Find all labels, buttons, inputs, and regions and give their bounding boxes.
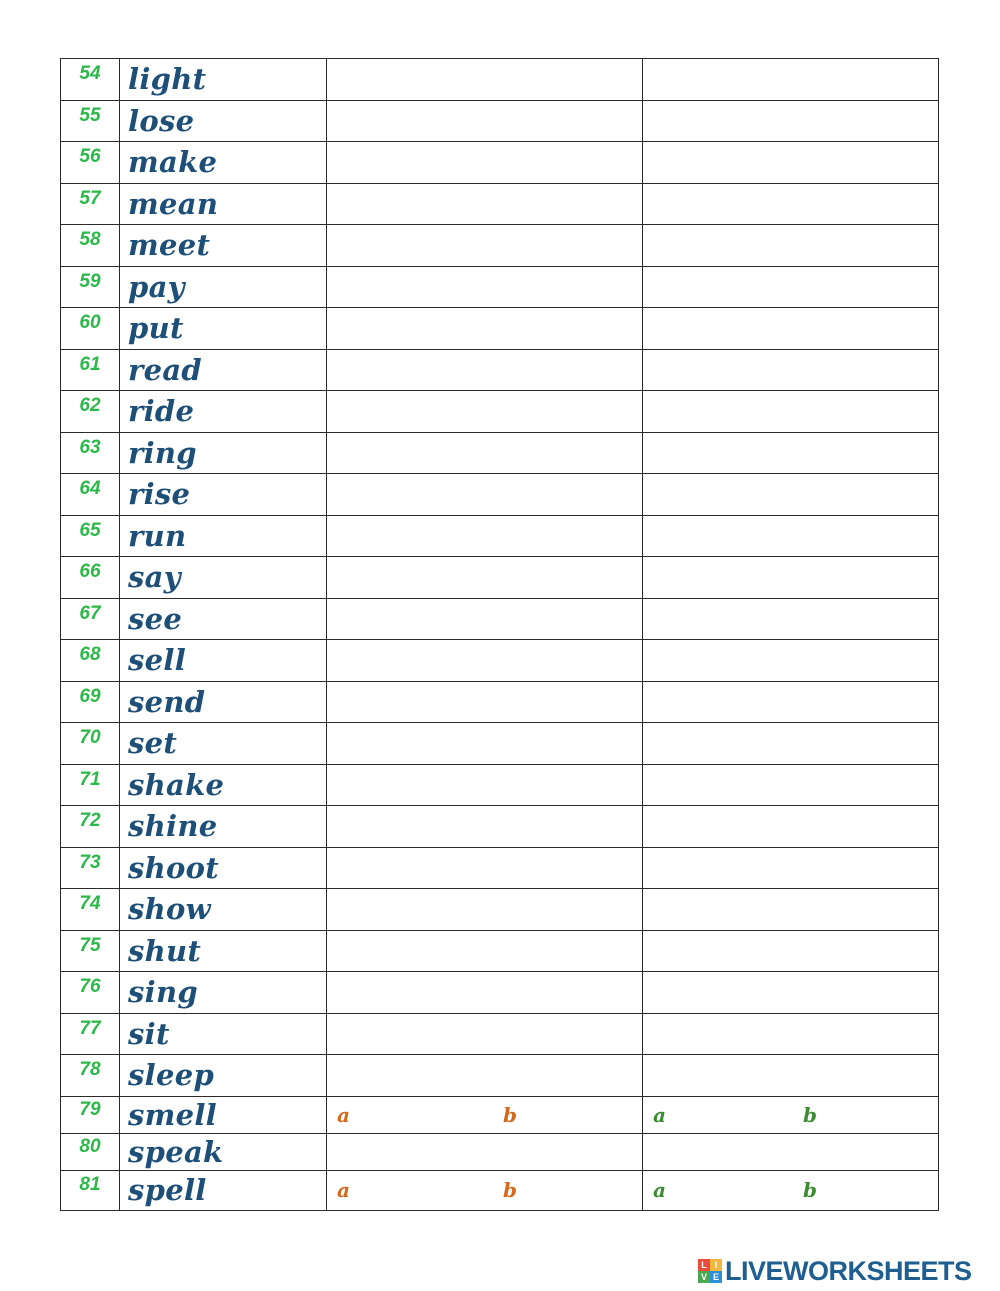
past-participle-answer-cell[interactable]	[643, 1055, 939, 1097]
option-label-b: b	[803, 1102, 817, 1127]
past-simple-answer-cell[interactable]	[327, 1096, 643, 1133]
table-row	[61, 889, 939, 931]
past-simple-answer-cell[interactable]	[327, 1013, 643, 1055]
row-number: 63	[61, 432, 120, 474]
row-number: 74	[61, 889, 120, 931]
past-participle-answer-cell[interactable]	[643, 225, 939, 267]
row-number: 55	[61, 100, 120, 142]
option-label-a: a	[653, 1178, 666, 1202]
past-participle-answer-cell[interactable]	[643, 515, 939, 557]
table-row	[61, 930, 939, 972]
table-row	[61, 100, 939, 142]
row-number: 79	[61, 1096, 120, 1133]
past-participle-answer-cell[interactable]	[643, 723, 939, 765]
row-number: 54	[61, 59, 120, 101]
past-participle-answer-cell[interactable]	[643, 183, 939, 225]
verb-word: say	[120, 557, 327, 599]
past-simple-answer-cell[interactable]	[327, 557, 643, 599]
past-participle-answer-cell[interactable]	[643, 557, 939, 599]
row-number: 81	[61, 1170, 120, 1210]
table-row	[61, 308, 939, 350]
verb-word: see	[120, 598, 327, 640]
past-simple-answer-cell[interactable]	[327, 889, 643, 931]
past-simple-answer-cell[interactable]	[327, 1133, 643, 1170]
table-row	[61, 557, 939, 599]
verb-word: ride	[120, 391, 327, 433]
row-number: 64	[61, 474, 120, 516]
option-label-a: a	[653, 1102, 666, 1127]
table-row	[61, 640, 939, 682]
verb-word: smell	[120, 1096, 327, 1133]
verb-word: set	[120, 723, 327, 765]
past-participle-answer-cell[interactable]	[643, 681, 939, 723]
verb-word: shut	[120, 930, 327, 972]
table-row	[61, 598, 939, 640]
option-label-a: a	[337, 1102, 350, 1127]
table-row	[61, 183, 939, 225]
verb-word: sit	[120, 1013, 327, 1055]
past-simple-answer-cell[interactable]	[327, 972, 643, 1014]
row-number: 65	[61, 515, 120, 557]
option-label-b: b	[503, 1102, 517, 1127]
past-participle-answer-cell[interactable]	[643, 598, 939, 640]
row-number: 77	[61, 1013, 120, 1055]
verb-word: sing	[120, 972, 327, 1014]
verb-word: put	[120, 308, 327, 350]
past-simple-answer-cell[interactable]	[327, 806, 643, 848]
liveworksheets-logo	[698, 1255, 972, 1286]
past-simple-answer-cell[interactable]	[327, 59, 643, 101]
past-simple-answer-cell[interactable]	[327, 308, 643, 350]
row-number: 71	[61, 764, 120, 806]
table-row	[61, 1133, 939, 1170]
row-number: 57	[61, 183, 120, 225]
table-row	[61, 1096, 939, 1133]
past-participle-answer-cell[interactable]	[643, 349, 939, 391]
liveworksheets-icon: L I V E	[698, 1259, 722, 1283]
past-participle-answer-cell[interactable]	[643, 889, 939, 931]
verb-word: ring	[120, 432, 327, 474]
past-simple-answer-cell[interactable]	[327, 640, 643, 682]
past-simple-answer-cell[interactable]	[327, 225, 643, 267]
row-number: 58	[61, 225, 120, 267]
past-participle-answer-cell[interactable]	[643, 1170, 939, 1210]
past-simple-answer-cell[interactable]	[327, 474, 643, 516]
row-number: 66	[61, 557, 120, 599]
table-row	[61, 432, 939, 474]
past-simple-answer-cell[interactable]	[327, 432, 643, 474]
row-number: 68	[61, 640, 120, 682]
table-row	[61, 59, 939, 101]
past-participle-answer-cell[interactable]	[643, 59, 939, 101]
past-participle-answer-cell[interactable]	[643, 1096, 939, 1133]
past-simple-answer-cell[interactable]	[327, 349, 643, 391]
past-simple-answer-cell[interactable]	[327, 681, 643, 723]
worksheet-rows	[61, 59, 939, 1211]
past-simple-answer-cell[interactable]	[327, 391, 643, 433]
table-row	[61, 391, 939, 433]
table-row	[61, 474, 939, 516]
past-simple-answer-cell[interactable]	[327, 930, 643, 972]
verb-word: light	[120, 59, 327, 101]
option-label-b: b	[503, 1178, 517, 1202]
verb-word: sleep	[120, 1055, 327, 1097]
past-simple-answer-cell[interactable]	[327, 598, 643, 640]
verb-word: speak	[120, 1133, 327, 1170]
past-simple-answer-cell[interactable]	[327, 1170, 643, 1210]
past-participle-answer-cell[interactable]	[643, 391, 939, 433]
table-row	[61, 225, 939, 267]
past-simple-answer-cell[interactable]	[327, 100, 643, 142]
row-number: 59	[61, 266, 120, 308]
verb-word: sell	[120, 640, 327, 682]
row-number: 70	[61, 723, 120, 765]
table-row	[61, 847, 939, 889]
table-row	[61, 723, 939, 765]
verb-word: shoot	[120, 847, 327, 889]
verb-word: shake	[120, 764, 327, 806]
row-number: 72	[61, 806, 120, 848]
option-label-b: b	[803, 1178, 817, 1202]
verb-word: show	[120, 889, 327, 931]
row-number: 76	[61, 972, 120, 1014]
past-participle-answer-cell[interactable]	[643, 308, 939, 350]
verb-word: mean	[120, 183, 327, 225]
option-label-a: a	[337, 1178, 350, 1202]
table-row	[61, 806, 939, 848]
past-simple-answer-cell[interactable]	[327, 1055, 643, 1097]
past-participle-answer-cell[interactable]	[643, 1133, 939, 1170]
past-participle-answer-cell[interactable]	[643, 142, 939, 184]
verb-word: lose	[120, 100, 327, 142]
brand-name: LIVEWORKSHEETS	[725, 1255, 972, 1286]
table-row	[61, 515, 939, 557]
row-number: 56	[61, 142, 120, 184]
past-simple-answer-cell[interactable]	[327, 183, 643, 225]
past-participle-answer-cell[interactable]	[643, 266, 939, 308]
past-simple-answer-cell[interactable]	[327, 764, 643, 806]
row-number: 60	[61, 308, 120, 350]
row-number: 78	[61, 1055, 120, 1097]
table-row	[61, 142, 939, 184]
past-participle-answer-cell[interactable]	[643, 474, 939, 516]
verb-word: run	[120, 515, 327, 557]
verb-word: read	[120, 349, 327, 391]
past-participle-answer-cell[interactable]	[643, 100, 939, 142]
verb-word: make	[120, 142, 327, 184]
past-simple-answer-cell[interactable]	[327, 723, 643, 765]
table-row	[61, 349, 939, 391]
verb-word: shine	[120, 806, 327, 848]
table-row	[61, 1170, 939, 1210]
row-number: 80	[61, 1133, 120, 1170]
row-number: 61	[61, 349, 120, 391]
past-simple-answer-cell[interactable]	[327, 515, 643, 557]
table-row	[61, 1013, 939, 1055]
row-number: 75	[61, 930, 120, 972]
table-row	[61, 1055, 939, 1097]
past-participle-answer-cell[interactable]	[643, 640, 939, 682]
row-number: 62	[61, 391, 120, 433]
table-row	[61, 681, 939, 723]
table-row	[61, 972, 939, 1014]
table-row	[61, 266, 939, 308]
past-simple-answer-cell[interactable]	[327, 266, 643, 308]
table-row	[61, 764, 939, 806]
past-participle-answer-cell[interactable]	[643, 806, 939, 848]
verb-word: spell	[120, 1170, 327, 1210]
past-participle-answer-cell[interactable]	[643, 847, 939, 889]
past-participle-answer-cell[interactable]	[643, 764, 939, 806]
verb-word: meet	[120, 225, 327, 267]
verb-worksheet-table	[60, 58, 939, 1211]
row-number: 73	[61, 847, 120, 889]
past-simple-answer-cell[interactable]	[327, 847, 643, 889]
verb-word: send	[120, 681, 327, 723]
verb-word: rise	[120, 474, 327, 516]
row-number: 69	[61, 681, 120, 723]
row-number: 67	[61, 598, 120, 640]
past-participle-answer-cell[interactable]	[643, 972, 939, 1014]
past-participle-answer-cell[interactable]	[643, 930, 939, 972]
past-participle-answer-cell[interactable]	[643, 432, 939, 474]
verb-word: pay	[120, 266, 327, 308]
past-simple-answer-cell[interactable]	[327, 142, 643, 184]
past-participle-answer-cell[interactable]	[643, 1013, 939, 1055]
